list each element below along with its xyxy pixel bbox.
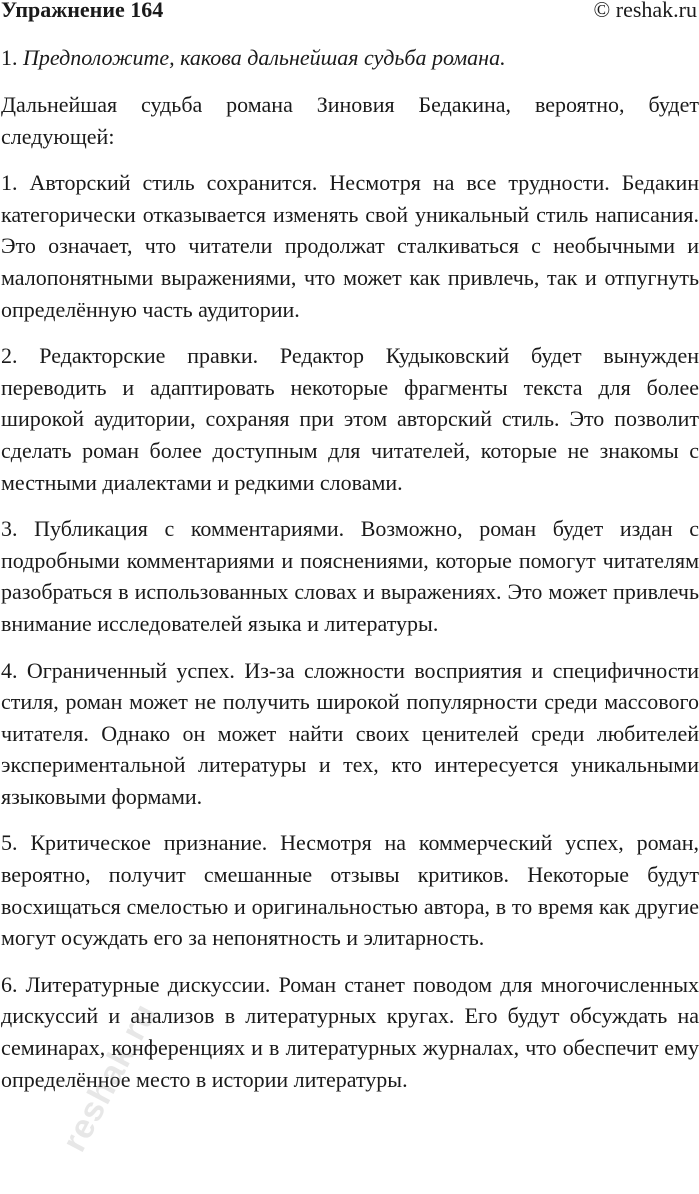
page-header xyxy=(1,0,699,26)
intro-paragraph: Дальнейшая судьба романа Зиновия Бедакина, вероятно, будет следующей: xyxy=(1,92,699,149)
point-5-paragraph: 5. Критическое признание. Несмотря на коммерческий успех, роман, вероятно, получит смешанные отзывы критиков. Некоторые будут восхищаться смелостью и оригинальностью автора, в то время как другие могут осуждать его за непонятность и элитарность. xyxy=(1,830,699,951)
point-4-paragraph: 4. Ограниченный успех. Из-за сложности восприятия и специфичности стиля, роман может не получить широкой популярности среди массового читателя. Однако он может найти своих ценителей среди любителей экспериментальной литературы и тех, кто интересуется уникальными языковыми формами. xyxy=(1,657,699,809)
task-question xyxy=(1,42,699,74)
task-text: Предположите, какова дальнейшая судьба романа. xyxy=(23,45,506,70)
point-2-paragraph: 2. Редакторские правки. Редактор Кудыковский будет вынужден переводить и адаптировать некоторые фрагменты текста для более широкой аудитории, сохраняя при этом авторский стиль. Это позволит сделать роман более доступным для читателей, которые не знакомы с местными диалектами и редкими словами. xyxy=(1,343,699,495)
task-number: 1. xyxy=(1,45,18,70)
point-1-paragraph: 1. Авторский стиль сохранится. Несмотря на все трудности. Бедакин категорически отказывается изменять свой уникальный стиль написания. Это означает, что читатели продолжат сталкиваться с необычными и малопонятными выражениями, что может как привлечь, так и отпугнуть определённую часть аудитории. xyxy=(1,170,699,322)
point-6-paragraph: 6. Литературные дискуссии. Роман станет поводом для многочисленных дискуссий и анализов в литературных кругах. Его будут обсуждать на семинарах, конференциях и в литературных журналах, что обеспечит ему определённое место в истории литературы. xyxy=(1,971,699,1092)
source-credit: © reshak.ru xyxy=(593,0,697,22)
watermark: reshak.ru xyxy=(55,996,165,1158)
exercise-title: Упражнение 164 xyxy=(1,0,164,22)
point-3-paragraph: 3. Публикация с комментариями. Возможно, роман будет издан с подробными комментариями и пояснениями, которые помогут читателям разобраться в использованных словах и выражениях. Это может привлечь внимание исследователей языка и литературы. xyxy=(1,516,699,636)
